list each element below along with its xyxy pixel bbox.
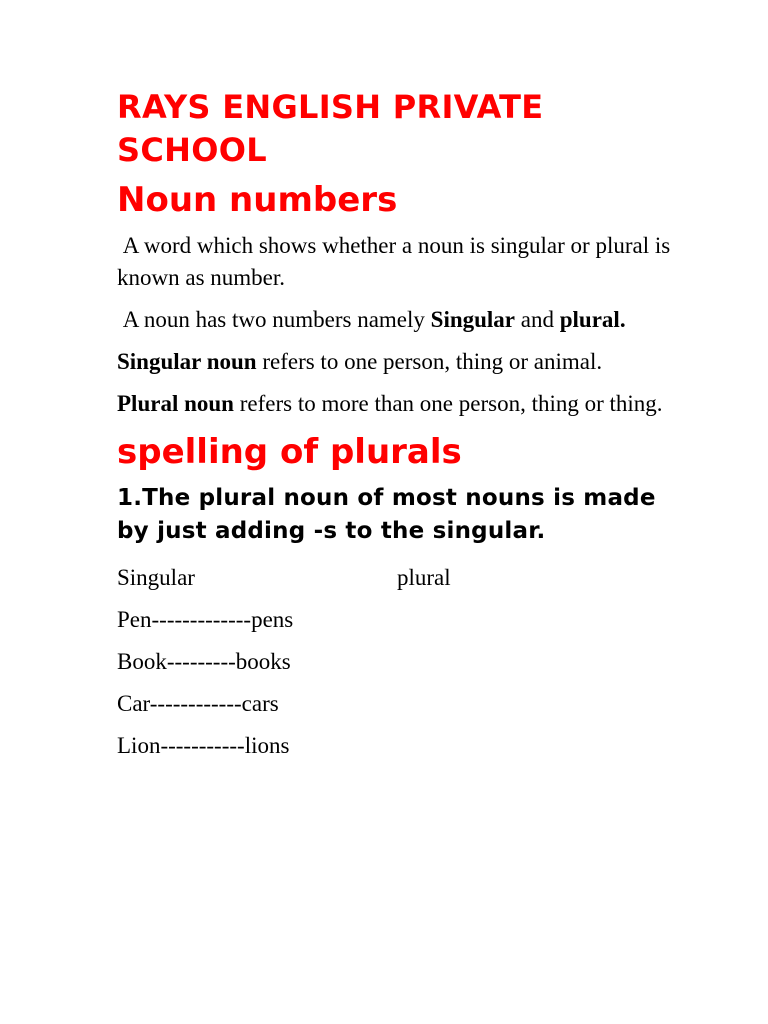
two-numbers-mid: and bbox=[515, 307, 560, 332]
singular-bold: Singular bbox=[430, 307, 516, 332]
document-page bbox=[117, 86, 677, 772]
example-row: Book---------books bbox=[117, 649, 291, 674]
singular-noun-definition: refers to one person, thing or animal. bbox=[256, 349, 603, 374]
example-row: Pen-------------pens bbox=[117, 607, 294, 632]
examples-header bbox=[117, 562, 677, 594]
school-title-line1: RAYS ENGLISH PRIVATE bbox=[117, 88, 544, 126]
plural-bold: plural. bbox=[559, 307, 626, 332]
column-singular-label: Singular bbox=[117, 565, 195, 590]
example-row: Lion-----------lions bbox=[117, 733, 290, 758]
singular-noun-term: Singular noun bbox=[117, 349, 257, 374]
two-numbers-paragraph bbox=[117, 304, 677, 336]
column-plural-label: plural bbox=[397, 565, 451, 590]
plural-noun-definition: refers to more than one person, thing or thing. bbox=[233, 391, 663, 416]
two-numbers-prefix: A noun has two numbers namely bbox=[117, 307, 431, 332]
school-title-line2: SCHOOL bbox=[117, 131, 267, 169]
section-title-noun-numbers: Noun numbers bbox=[117, 180, 398, 220]
example-row: Car------------cars bbox=[117, 691, 279, 716]
singular-noun-paragraph bbox=[117, 346, 677, 378]
rule-1-heading: 1.The plural noun of most nouns is made by just adding -s to the singular. bbox=[117, 485, 656, 544]
plural-noun-paragraph bbox=[117, 388, 677, 420]
section-title-spelling-of-plurals: spelling of plurals bbox=[117, 432, 462, 472]
school-title bbox=[117, 86, 677, 172]
plural-noun-term: Plural noun bbox=[117, 391, 234, 416]
definition-paragraph: A word which shows whether a noun is singular or plural is known as number. bbox=[117, 233, 676, 290]
